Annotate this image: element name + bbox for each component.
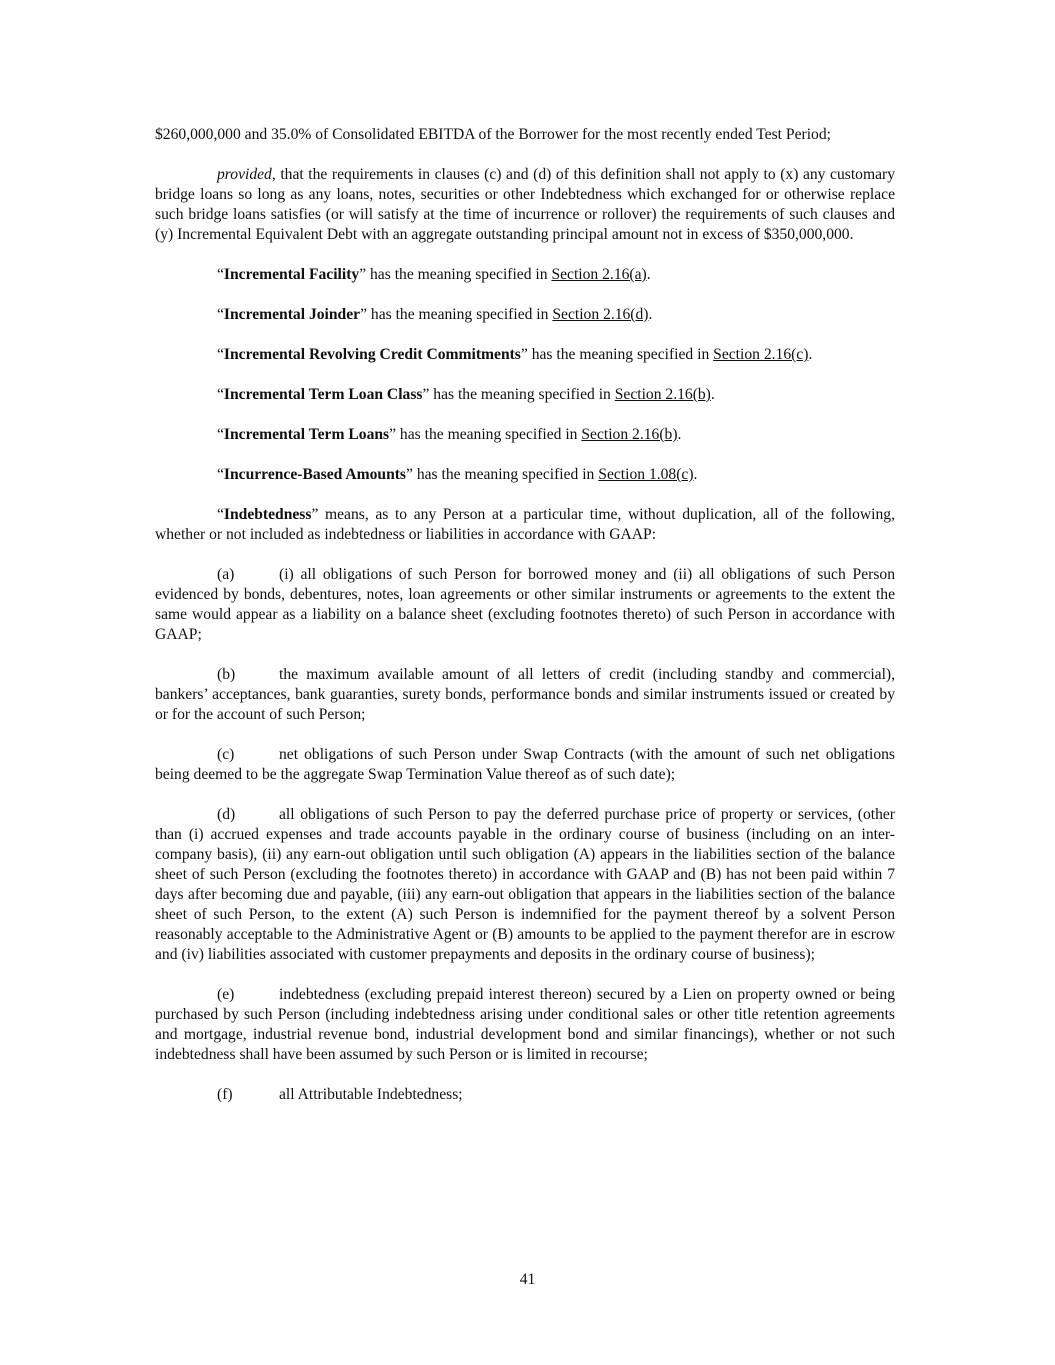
defined-term: Incremental Facility xyxy=(223,266,360,283)
clause-text: indebtedness (excluding prepaid interest thereon) secured by a Lien on property owned or being purchased by such Person (including indebtedness arising under conditional sales or other title retention agreements and mortgage, industrial revenue bond, industrial development bond and similar financings), whether or not such indebtedness shall have been assumed by such Person or is limited in recourse; xyxy=(155,986,895,1063)
defined-term: Indebtedness xyxy=(223,506,312,523)
clause-label: (a) xyxy=(217,566,235,583)
clause-label: (c) xyxy=(217,746,235,763)
definition-incremental-joinder: “Incremental Joinder” has the meaning specified in Section 2.16(d). xyxy=(217,306,653,323)
clause-a xyxy=(155,565,895,645)
opening-paragraph: $260,000,000 and 35.0% of Consolidated EBITDA of the Borrower for the most recently ended Test Period; xyxy=(155,126,831,143)
definition-incremental-revolving-credit-commitments: “Incremental Revolving Credit Commitments” has the meaning specified in Section 2.16(c). xyxy=(217,346,813,363)
definition-incremental-facility: “Incremental Facility” has the meaning specified in Section 2.16(a). xyxy=(217,266,651,283)
clause-d xyxy=(155,805,895,965)
clause-text: (i) all obligations of such Person for borrowed money and (ii) all obligations of such Person evidenced by bonds, debentures, notes, loan agreements or other similar instruments or agreements to the extent the same would appear as a liability on a balance sheet (excluding footnotes thereto) of such Person in accordance with GAAP; xyxy=(155,566,895,643)
clause-c xyxy=(155,745,895,785)
clause-b xyxy=(155,665,895,725)
proviso-paragraph xyxy=(155,165,895,245)
clause-label: (e) xyxy=(217,986,235,1003)
defined-term: Incremental Term Loans xyxy=(223,426,390,443)
clause-label: (b) xyxy=(217,666,236,683)
clause-f xyxy=(155,1085,895,1105)
clause-e xyxy=(155,985,895,1065)
page-number: 41 xyxy=(519,1271,536,1288)
section-reference: Section 2.16(a) xyxy=(551,266,647,283)
section-reference: Section 2.16(c) xyxy=(713,346,809,363)
document-page xyxy=(155,125,895,1125)
defined-term: Incurrence-Based Amounts xyxy=(223,466,406,483)
section-reference: Section 1.08(c) xyxy=(598,466,694,483)
section-reference: Section 2.16(d) xyxy=(552,306,649,323)
defined-term: Incremental Revolving Credit Commitments xyxy=(223,346,521,363)
section-reference: Section 2.16(b) xyxy=(581,426,678,443)
definition-incremental-term-loan-class: “Incremental Term Loan Class” has the meaning specified in Section 2.16(b). xyxy=(217,386,715,403)
clause-label: (d) xyxy=(217,806,236,823)
section-reference: Section 2.16(b) xyxy=(614,386,711,403)
proviso-lead: provided xyxy=(217,166,272,183)
clause-text: net obligations of such Person under Swap Contracts (with the amount of such net obligations being deemed to be the aggregate Swap Termination Value thereof as of such date); xyxy=(155,746,895,783)
clause-label: (f) xyxy=(217,1086,233,1103)
defined-term: Incremental Joinder xyxy=(223,306,361,323)
clause-text: all Attributable Indebtedness; xyxy=(279,1086,463,1103)
defined-term: Incremental Term Loan Class xyxy=(223,386,423,403)
proviso-text: , that the requirements in clauses (c) and (d) of this definition shall not apply to (x) any customary bridge loans so long as any loans, notes, securities or other Indebtedness which exchanged for or otherwise replace such bridge loans satisfies (or will satisfy at the time of incurrence or rollover) the requirements of such clauses and (y) Incremental Equivalent Debt with an aggregate outstanding principal amount not in excess of $350,000,000. xyxy=(155,166,895,243)
definition-indebtedness: “Indebtedness” means, as to any Person at a particular time, without duplication, all of the following, whether or not included as indebtedness or liabilities in accordance with GAAP: xyxy=(155,506,895,543)
indebtedness-text: ” means, as to any Person at a particular time, without duplication, all of the following, whether or not included as indebtedness or liabilities in accordance with GAAP: xyxy=(155,506,895,543)
definition-incremental-term-loans: “Incremental Term Loans” has the meaning specified in Section 2.16(b). xyxy=(217,426,682,443)
definition-incurrence-based-amounts: “Incurrence-Based Amounts” has the meaning specified in Section 1.08(c). xyxy=(217,466,698,483)
clause-text: all obligations of such Person to pay the deferred purchase price of property or services, (other than (i) accrued expenses and trade accounts payable in the ordinary course of business (including on an inter-company basis), (ii) any earn-out obligation until such obligation (A) appears in the liabilities section of the balance sheet of such Person (excluding the footnotes thereto) in accordance with GAAP and (B) has not been paid within 7 days after becoming due and payable, (iii) any earn-out obligation that appears in the liabilities section of the balance sheet of such Person, to the extent (A) such Person is indemnified for the payment thereof by a solvent Person reasonably acceptable to the Administrative Agent or (B) amounts to be applied to the payment therefor are in escrow and (iv) liabilities associated with customer prepayments and deposits in the ordinary course of business); xyxy=(155,806,895,963)
clause-text: the maximum available amount of all letters of credit (including standby and commercial), bankers’ acceptances, bank guaranties, surety bonds, performance bonds and similar instruments issued or created by or for the account of such Person; xyxy=(155,666,895,723)
